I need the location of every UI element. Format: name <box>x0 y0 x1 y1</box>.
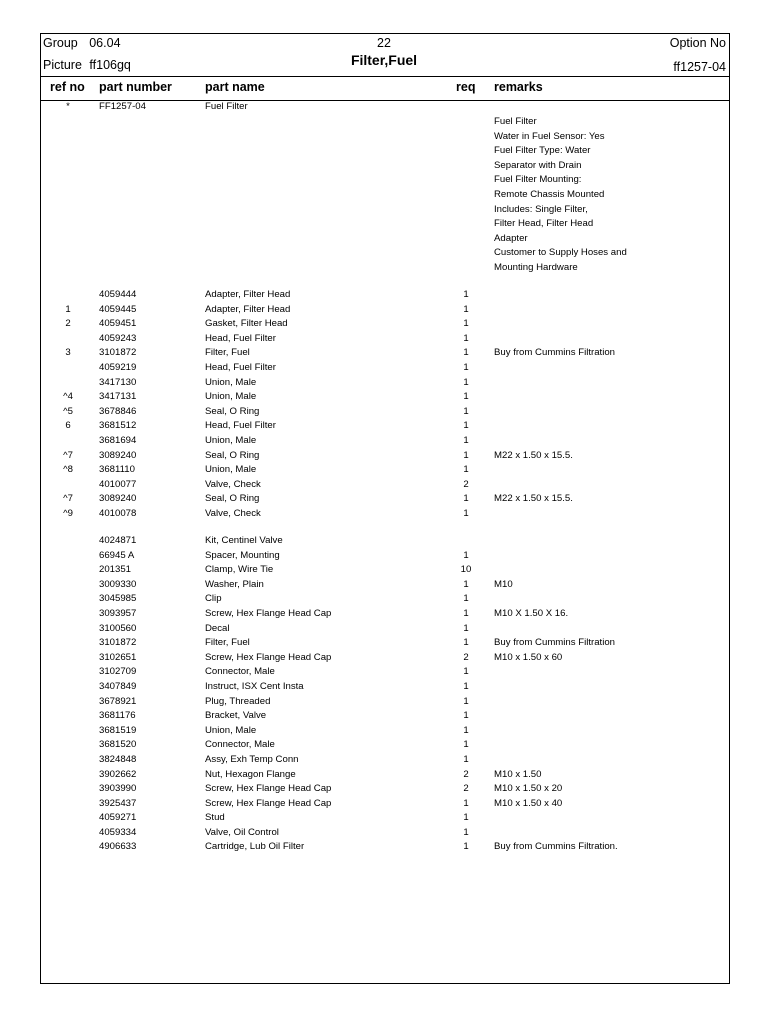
picture-value: ff106gq <box>89 58 131 72</box>
req-cell: 1 <box>463 695 469 707</box>
part-name-cell: Filter, Fuel <box>205 637 250 649</box>
part-number-cell: 3102651 <box>99 651 137 663</box>
table-row <box>0 769 768 784</box>
table-row <box>0 608 768 623</box>
table-row <box>0 841 768 856</box>
req-cell: 1 <box>463 347 469 359</box>
req-cell: 1 <box>463 391 469 403</box>
table-row <box>0 681 768 696</box>
req-cell: 1 <box>463 739 469 751</box>
req-cell: 1 <box>463 622 469 634</box>
part-number-cell: 66945 A <box>99 549 135 561</box>
picture-label: Picture <box>43 58 82 72</box>
part-name-cell: Valve, Check <box>205 478 261 490</box>
part-number-cell: 3681694 <box>99 434 137 446</box>
part-number-cell: 3102709 <box>99 666 137 678</box>
part-number-cell: 201351 <box>99 564 132 576</box>
table-row <box>0 508 768 523</box>
part-number-cell: 4059445 <box>99 303 137 315</box>
table-row <box>0 798 768 813</box>
remarks-cell: M10 x 1.50 <box>494 768 542 780</box>
table-row <box>0 464 768 479</box>
remark-line: Filter Head, Filter Head <box>494 218 594 230</box>
req-cell: 1 <box>463 841 469 853</box>
col-remarks: remarks <box>494 80 543 94</box>
remarks-cell: Buy from Cummins Filtration <box>494 347 616 359</box>
part-number-cell: 4010078 <box>99 507 137 519</box>
group-label: Group <box>43 36 78 50</box>
req-cell: 1 <box>463 680 469 692</box>
req-cell: 2 <box>463 651 469 663</box>
part-number-cell: 3681520 <box>99 739 137 751</box>
part-name-cell: Union, Male <box>205 464 257 476</box>
table-row <box>0 623 768 638</box>
req-cell: 1 <box>463 376 469 388</box>
col-ref-no: ref no <box>50 80 85 94</box>
part-number-cell: 3089240 <box>99 449 137 461</box>
part-name-cell: Fuel Filter <box>205 101 248 112</box>
part-number-cell: 3093957 <box>99 607 137 619</box>
req-cell: 1 <box>463 405 469 417</box>
remarks-cell: Buy from Cummins Filtration <box>494 637 616 649</box>
part-name-cell: Seal, O Ring <box>205 405 260 417</box>
remark-line: Remote Chassis Mounted <box>494 188 605 200</box>
table-row <box>0 564 768 579</box>
req-cell: 1 <box>463 420 469 432</box>
part-name-cell: Cartridge, Lub Oil Filter <box>205 841 305 853</box>
table-row <box>0 493 768 508</box>
table-row <box>0 827 768 842</box>
remark-line: Separator with Drain <box>494 159 582 171</box>
parts-group-2 <box>0 535 768 856</box>
remarks-cell: Buy from Cummins Filtration. <box>494 841 618 853</box>
remark-line: Includes: Single Filter, <box>494 203 588 215</box>
req-cell: 1 <box>463 637 469 649</box>
remarks-cell: M22 x 1.50 x 15.5. <box>494 493 573 505</box>
table-row <box>0 450 768 465</box>
req-cell: 1 <box>463 434 469 446</box>
table-row <box>0 550 768 565</box>
table-row <box>0 696 768 711</box>
req-cell: 1 <box>463 549 469 561</box>
ref-cell: ^9 <box>63 507 73 519</box>
part-name-cell: Decal <box>205 622 230 634</box>
ref-cell: ^5 <box>63 405 73 417</box>
part-name-cell: Head, Fuel Filter <box>205 361 276 373</box>
option-label: Option No <box>669 36 726 50</box>
req-cell: 1 <box>463 826 469 838</box>
table-row <box>0 420 768 435</box>
part-name-cell: Screw, Hex Flange Head Cap <box>205 797 332 809</box>
part-number-cell: 3824848 <box>99 753 137 765</box>
part-number-cell: 3681176 <box>99 710 136 722</box>
part-number-cell: 3009330 <box>99 578 137 590</box>
col-req: req <box>456 80 476 94</box>
table-row <box>0 289 768 304</box>
table-row <box>0 101 768 116</box>
part-number-cell: 3045985 <box>99 593 137 605</box>
remark-line: Adapter <box>494 232 528 244</box>
part-name-cell: Union, Male <box>205 724 257 736</box>
part-number-cell: 3925437 <box>99 797 137 809</box>
req-cell: 1 <box>463 607 469 619</box>
part-name-cell: Kit, Centinel Valve <box>205 535 283 546</box>
table-row <box>0 435 768 450</box>
part-number-cell: 4059243 <box>99 332 137 344</box>
part-name-cell: Head, Fuel Filter <box>205 420 276 432</box>
remark-line: Fuel Filter <box>494 116 537 127</box>
table-row <box>0 347 768 362</box>
part-number-cell: 3417130 <box>99 376 137 388</box>
part-name-cell: Assy, Exh Temp Conn <box>205 753 299 765</box>
part-number-cell: 3089240 <box>99 493 137 505</box>
ref-cell: 2 <box>65 318 71 330</box>
table-row <box>0 666 768 681</box>
part-name-cell: Nut, Hexagon Flange <box>205 768 296 780</box>
part-number-cell: 3407849 <box>99 680 137 692</box>
req-cell: 1 <box>463 593 469 605</box>
option-value: ff1257-04 <box>673 60 726 74</box>
part-name-cell: Screw, Hex Flange Head Cap <box>205 607 332 619</box>
req-cell: 1 <box>463 493 469 505</box>
part-name-cell: Head, Fuel Filter <box>205 332 276 344</box>
table-row <box>0 391 768 406</box>
part-name-cell: Connector, Male <box>205 666 275 678</box>
table-row <box>0 377 768 392</box>
req-cell: 1 <box>463 318 469 330</box>
part-name-cell: Adapter, Filter Head <box>205 289 291 300</box>
req-cell: 1 <box>463 303 469 315</box>
ref-cell: ^8 <box>63 464 73 476</box>
ref-cell: 6 <box>65 420 71 432</box>
part-number-cell: 3681512 <box>99 420 137 432</box>
part-name-cell: Plug, Threaded <box>205 695 271 707</box>
remarks-cell: M10 <box>494 578 513 590</box>
remark-line: Water in Fuel Sensor: Yes <box>494 130 605 142</box>
req-cell: 1 <box>463 753 469 765</box>
remarks-cell: M10 x 1.50 x 60 <box>494 651 563 663</box>
part-number-cell: 4059444 <box>99 289 137 300</box>
part-number-cell: 3101872 <box>99 347 137 359</box>
table-row <box>0 593 768 608</box>
req-cell: 1 <box>463 332 469 344</box>
col-part-name: part name <box>205 80 265 94</box>
table-row <box>0 812 768 827</box>
part-name-cell: Spacer, Mounting <box>205 549 280 561</box>
ref-cell: 3 <box>65 347 71 359</box>
table-row <box>0 406 768 421</box>
part-number-cell: 3101872 <box>99 637 137 649</box>
req-cell: 1 <box>463 812 469 824</box>
remarks-cell: M10 X 1.50 X 16. <box>494 607 569 619</box>
parts-group-1 <box>0 289 768 523</box>
req-cell: 10 <box>460 564 472 576</box>
remark-line: Customer to Supply Hoses and <box>494 247 627 259</box>
part-number-cell: 3902662 <box>99 768 137 780</box>
table-row <box>0 783 768 798</box>
remarks-cell: M22 x 1.50 x 15.5. <box>494 449 573 461</box>
req-cell: 2 <box>463 768 469 780</box>
table-row <box>0 362 768 377</box>
req-cell: 1 <box>463 797 469 809</box>
table-row <box>0 739 768 754</box>
part-number-cell: 3903990 <box>99 783 137 795</box>
req-cell: 1 <box>463 449 469 461</box>
part-number-cell: 3678846 <box>99 405 137 417</box>
group-value: 06.04 <box>89 36 121 50</box>
first-item-remarks <box>494 115 627 276</box>
table-row <box>0 637 768 652</box>
part-name-cell: Gasket, Filter Head <box>205 318 288 330</box>
part-name-cell: Instruct, ISX Cent Insta <box>205 680 304 692</box>
part-number-cell: 4010077 <box>99 478 137 490</box>
ref-cell: 1 <box>65 303 71 315</box>
table-row <box>0 725 768 740</box>
table-row <box>0 318 768 333</box>
table-row <box>0 754 768 769</box>
part-number-cell: 4059219 <box>99 361 137 373</box>
part-name-cell: Union, Male <box>205 434 257 446</box>
table-row <box>0 535 768 550</box>
part-number-cell: 4906633 <box>99 841 137 853</box>
part-name-cell: Screw, Hex Flange Head Cap <box>205 783 332 795</box>
remarks-cell: M10 x 1.50 x 20 <box>494 783 563 795</box>
table-row <box>0 304 768 319</box>
part-name-cell: Union, Male <box>205 376 257 388</box>
col-part-number: part number <box>99 80 172 94</box>
req-cell: 1 <box>463 666 469 678</box>
part-number-cell: 4059271 <box>99 812 137 824</box>
part-number-cell: 3417131 <box>99 391 137 403</box>
part-name-cell: Valve, Oil Control <box>205 826 279 838</box>
part-name-cell: Seal, O Ring <box>205 449 260 461</box>
req-cell: 1 <box>463 289 469 300</box>
remark-line: Fuel Filter Mounting: <box>494 174 582 186</box>
remark-line: Fuel Filter Type: Water <box>494 145 591 157</box>
part-number-cell: FF1257-04 <box>99 101 146 112</box>
part-name-cell: Connector, Male <box>205 739 275 751</box>
table-row <box>0 579 768 594</box>
page-title: Filter,Fuel <box>350 52 418 68</box>
table-row <box>0 652 768 667</box>
part-number-cell: 3678921 <box>99 695 137 707</box>
part-name-cell: Adapter, Filter Head <box>205 303 291 315</box>
part-number-cell: 3681110 <box>99 464 135 476</box>
ref-cell: * <box>66 101 70 112</box>
req-cell: 1 <box>463 724 469 736</box>
part-name-cell: Clamp, Wire Tie <box>205 564 274 576</box>
page-number: 22 <box>377 36 391 50</box>
part-name-cell: Screw, Hex Flange Head Cap <box>205 651 332 663</box>
part-number-cell: 4024871 <box>99 535 137 546</box>
table-row <box>0 710 768 725</box>
req-cell: 2 <box>463 783 469 795</box>
table-row <box>0 333 768 348</box>
req-cell: 1 <box>463 361 469 373</box>
part-name-cell: Seal, O Ring <box>205 493 260 505</box>
remark-line: Mounting Hardware <box>494 261 578 273</box>
part-number-cell: 3100560 <box>99 622 137 634</box>
part-name-cell: Valve, Check <box>205 507 261 519</box>
first-item-row <box>0 101 768 116</box>
header-divider <box>40 76 730 77</box>
ref-cell: ^7 <box>63 493 73 505</box>
remarks-cell: M10 x 1.50 x 40 <box>494 797 563 809</box>
part-number-cell: 3681519 <box>99 724 137 736</box>
part-number-cell: 4059451 <box>99 318 137 330</box>
part-name-cell: Bracket, Valve <box>205 710 267 722</box>
req-cell: 1 <box>463 507 469 519</box>
req-cell: 1 <box>463 710 469 722</box>
part-number-cell: 4059334 <box>99 826 137 838</box>
part-name-cell: Union, Male <box>205 391 257 403</box>
part-name-cell: Stud <box>205 812 225 824</box>
req-cell: 2 <box>463 478 469 490</box>
req-cell: 1 <box>463 578 469 590</box>
part-name-cell: Clip <box>205 593 222 605</box>
ref-cell: ^7 <box>63 449 73 461</box>
part-name-cell: Filter, Fuel <box>205 347 250 359</box>
table-row <box>0 479 768 494</box>
ref-cell: ^4 <box>63 391 73 403</box>
part-name-cell: Washer, Plain <box>205 578 264 590</box>
req-cell: 1 <box>463 464 469 476</box>
